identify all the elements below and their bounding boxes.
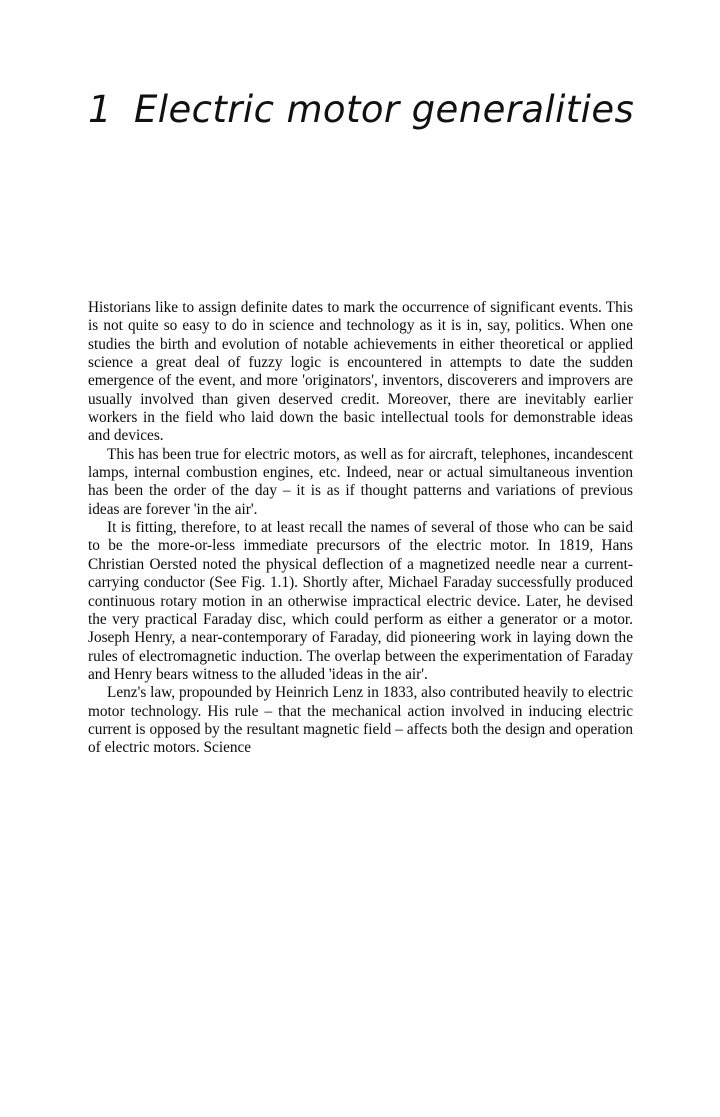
chapter-heading [88, 88, 648, 132]
chapter-title: Electric motor generalities [134, 88, 635, 131]
paragraph: It is fitting, therefore, to at least recall the names of several of those who can be said to be the more-or-less immediate precursors of the electric motor. In 1819, Hans Christian Oersted noted the physical deflection of a magnetized needle near a current-carrying conductor (See Fig. 1.1). Shortly after, Michael Faraday successfully produced continuous rotary motion in an otherwise impractical electric device. Later, he devised the very practical Faraday disc, which could perform as either a generator or a motor. Joseph Henry, a near-contemporary of Faraday, did pioneering work in laying down the rules of electromagnetic induction. The overlap between the experimentation of Faraday and Henry bears witness to the alluded 'ideas in the air'. [88, 519, 633, 683]
paragraph: Lenz's law, propounded by Heinrich Lenz in 1833, also contributed heavily to electric motor technology. His rule – that the mechanical action involved in inducing electric current is opposed by the resultant magnetic field – affects both the design and operation of electric motors. Science [88, 684, 633, 757]
body-text [88, 299, 633, 758]
chapter-number: 1 [88, 88, 112, 131]
paragraph: Historians like to assign definite dates to mark the occurrence of significant events. This is not quite so easy to do in science and technology as it is in, say, politics. When one studies the birth and evolution of notable achievements in either theoretical or applied science a great deal of fuzzy logic is encountered in attempts to date the sudden emergence of the event, and more 'originators', inventors, discoverers and improvers are usually involved than given deserved credit. Moreover, there are inevitably earlier workers in the field who laid down the basic intellectual tools for demonstrable ideas and devices. [88, 299, 633, 445]
paragraph: This has been true for electric motors, as well as for aircraft, telephones, incandescent lamps, internal combustion engines, etc. Indeed, near or actual simultaneous invention has been the order of the day – it is as if thought patterns and variations of previous ideas are forever 'in the air'. [88, 445, 633, 518]
